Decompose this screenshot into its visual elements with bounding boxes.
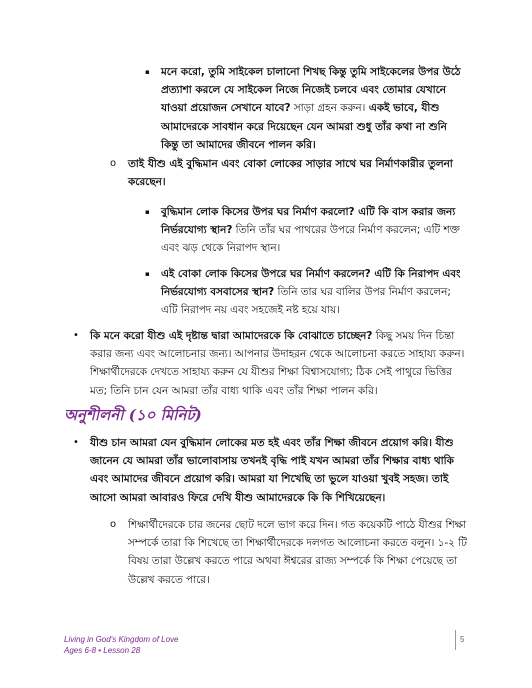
bold-text: বুদ্ধিমান লোক কিসের উপর ঘর নির্মাণ করলো? এটি কি বাস করার জন্য নির্ভরযোগ্য স্থান? (161, 206, 456, 237)
normal-text: কিছু সময় দিন চিন্তা করার জন্য এবং আলোচনার জন্য। আপনার উদাহরন থেকে আলোচনা করতে সাহায্য করুন। শিক্ষার্থীদেরকে দেখতে সাহায্য করুন যে যীশুর শিক্ষা বিশ্বাসযোগ্য; ঠিক সেই পাথুরে ভিত্তির মত; তিনি চান যেন আমরা তাঁর বাধ্য থাকি এবং তাঁর শিক্ষা পালন করি। (90, 330, 465, 397)
bold-text: যীশু চান আমরা যেন বুদ্ধিমান লোকের মত হই এবং তাঁর শিক্ষা জীবনে প্রয়োগ করি। যীশু জানেন যে আমরা তাঁর ভালোবাসায় তখনই বৃদ্ধি পাই যখন আমরা তাঁর শিক্ষার বাধ্য থাকি এবং আমাদের জীবনে প্রয়োগ করি। আমরা যা শিখেছি তা ভুলে যাওয়া খুবই সহজ। তাই আসো আমরা আবারও ফিরে দেখি যীশু আমাদেরকে কি কি শিখিয়েছেন। (90, 437, 454, 504)
footer-title: Living in God's Kingdom of Love (64, 635, 179, 644)
footer-divider (455, 630, 456, 650)
bold-text: কি মনে করো যীশু এই দৃষ্টান্ত দ্বারা আমাদেরকে কি বোঝাতে চাচ্ছেন? (90, 330, 373, 342)
footer-subtitle: Ages 6-8 • Lesson 28 (64, 646, 141, 655)
bold-text: একই ভাবে, যীশু আমাদেরকে সাবধান করে দিয়েছেন যেন আমরা শুধু তাঁর কথা না শুনি কিন্তু তা আমাদের জীবনে পালন করি। (161, 102, 447, 151)
paragraph-foolish-man (161, 265, 466, 320)
paragraph-wise-man (161, 203, 466, 258)
paragraph-apply-teaching (90, 434, 468, 507)
section-heading: অনুশীলনী (১০ মিনিট) (64, 406, 202, 424)
paragraph-group-activity (128, 516, 468, 589)
paragraph-bicycle (161, 63, 466, 154)
normal-text: শিক্ষার্থীদেরকে চার জনের ছোট দলে ভাগ করে দিন। গত কয়েকটি পাঠে যীশুর শিক্ষা সম্পর্কে তারা কি শিখেছে তা শিক্ষার্থীদেরকে দলগত আলোচনা করতে বলুন। ১-২ টি বিষয় তারা উল্লেখ করতে পারে অথবা ঈশ্বরের রাজ্য সম্পর্কে কি শিক্ষা পেয়েছে তা উল্লেখ করতে পারে। (128, 519, 467, 586)
bold-text: মনে করো, তুমি সাইকেল চালানো শিখছ কিন্তু তুমি সাইকেলের উপর উঠে প্রত্যাশা করলে যে সাইকেল নিজে নিজেই চলবে এবং তোমার যেখানে যাওয়া প্রয়োজন সেখানে যাবে? (161, 66, 461, 115)
circle-bullet: o (110, 158, 117, 169)
paragraph-comparison (128, 155, 468, 191)
normal-text: সাড়া গ্রহন করুন। (290, 102, 366, 115)
bold-text: এই বোকা লোক কিসের উপরে ঘর নির্মাণ করলেন? এটি কি নিরাপদ এবং নির্ভরযোগ্য বসবাসের স্থান? (161, 268, 461, 299)
page-number: 5 (460, 635, 465, 644)
paragraph-meaning (90, 327, 468, 400)
square-bullet: ▪ (145, 68, 150, 76)
normal-text: তিনি তার ঘর বালির উপর নির্মাণ করলেন; এটি নিরাপদ নয় এবং সহজেই নষ্ট হয়ে যায়। (161, 286, 451, 317)
square-bullet: ▪ (145, 208, 150, 216)
normal-text: তিনি তাঁর ঘর পাথরের উপরে নির্মাণ করলেন; এটি শক্ত এবং ঝড় থেকে নিরাপদ স্থান। (161, 224, 460, 255)
dot-bullet: • (73, 437, 79, 448)
dot-bullet: • (73, 330, 79, 341)
square-bullet: ▪ (145, 270, 150, 278)
bold-text: তাই যীশু এই বুদ্ধিমান এবং বোকা লোকের সাড়ার সাথে ঘর নির্মাণকারীর তুলনা করেছেন। (128, 158, 453, 189)
circle-bullet: o (110, 519, 117, 530)
footer (64, 634, 178, 656)
